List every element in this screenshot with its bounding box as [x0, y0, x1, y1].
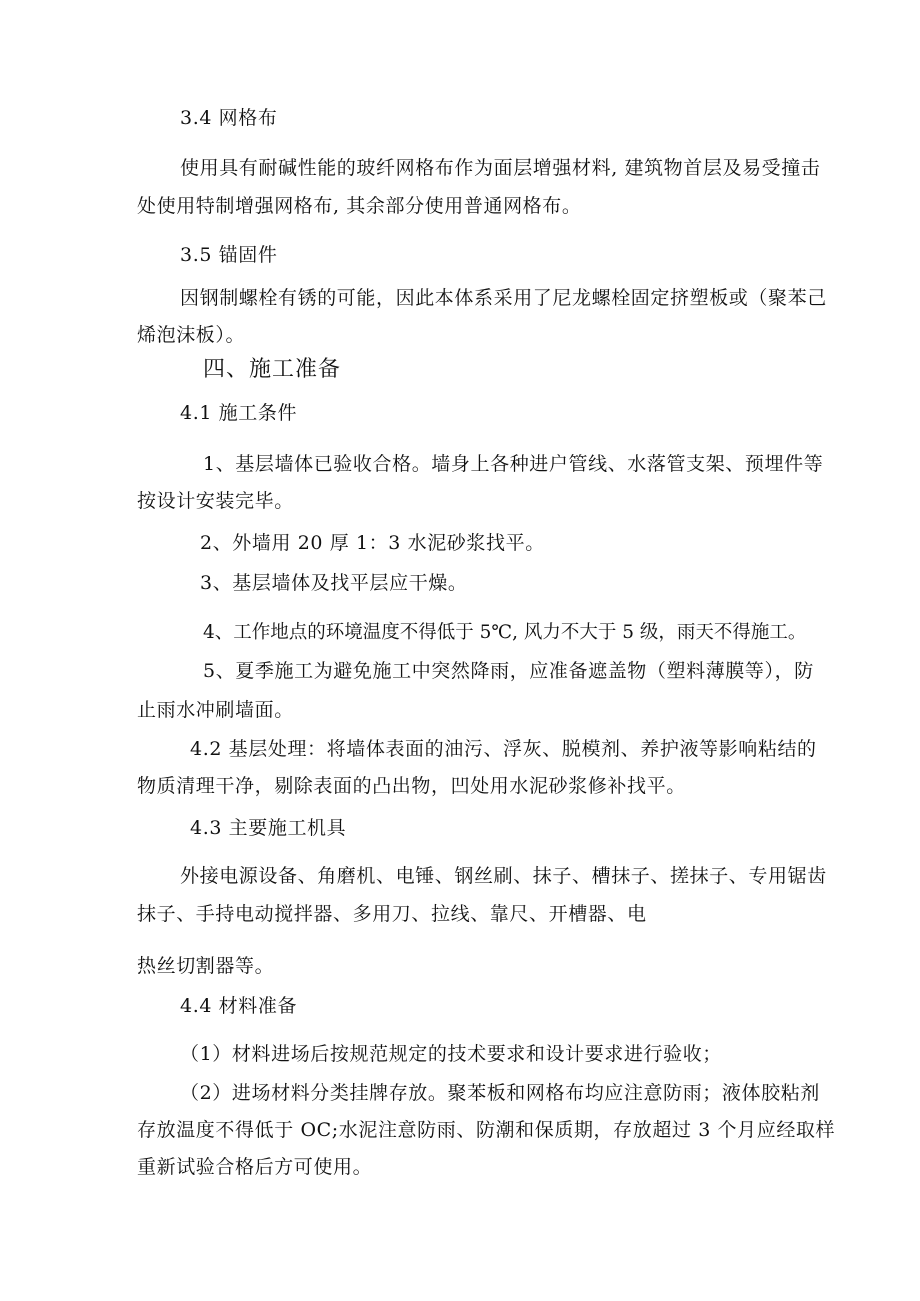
section-4-4-heading: 4.4 材料准备	[180, 995, 298, 1017]
section-4-2-line-2: 物质清理干净，剔除表面的凸出物，凹处用水泥砂浆修补找平。	[137, 775, 686, 797]
condition-item-1-line-1: 1、基层墙体已验收合格。墙身上各种进户管线、水落管支架、预埋件等	[203, 453, 824, 475]
section-3-4-heading: 3.4 网格布	[180, 107, 278, 129]
condition-item-5-line-1: 5、夏季施工为避免施工中突然降雨，应准备遮盖物（塑料薄膜等），防	[203, 660, 814, 682]
section-4-3-heading: 4.3 主要施工机具	[190, 817, 347, 839]
condition-item-3: 3、基层墙体及找平层应干燥。	[200, 572, 468, 594]
material-item-2-line-1: （2）进场材料分类挂牌存放。聚苯板和网格布均应注意防雨；液体胶粘剂	[180, 1082, 820, 1104]
section-3-5-body-line-2: 烯泡沫板）。	[137, 324, 246, 346]
section-4-3-body-line-3: 热丝切割器等。	[137, 955, 275, 977]
chapter-4-title: 四、施工准备	[203, 357, 342, 382]
section-3-5-body-line-1: 因钢制螺栓有锈的可能，因此本体系采用了尼龙螺栓固定挤塑板或（聚苯己	[180, 287, 827, 309]
section-4-1-heading: 4.1 施工条件	[180, 402, 298, 424]
section-4-2-line-1: 4.2 基层处理：将墙体表面的油污、浮灰、脱模剂、养护液等影响粘结的	[190, 738, 817, 760]
condition-item-2: 2、外墙用 20 厚 1：3 水泥砂浆找平。	[200, 532, 545, 554]
section-4-3-body-line-2: 抹子、手持电动搅拌器、多用刀、拉线、靠尺、开槽器、电	[137, 903, 647, 925]
material-item-1: （1）材料进场后按规范规定的技术要求和设计要求进行验收；	[180, 1043, 722, 1065]
section-3-4-body-line-1: 使用具有耐碱性能的玻纤网格布作为面层增强材料, 建筑物首层及易受撞击	[180, 157, 821, 179]
material-item-2-line-2: 存放温度不得低于 OC;水泥注意防雨、防潮和保质期，存放超过 3 个月应经取样	[137, 1119, 836, 1141]
material-item-2-line-3: 重新试验合格后方可使用。	[137, 1156, 373, 1178]
condition-item-1-line-2: 按设计安装完毕。	[137, 490, 294, 512]
section-3-4-body-line-2: 处使用特制增强网格布, 其余部分使用普通网格布。	[137, 195, 582, 217]
condition-item-4: 4、工作地点的环境温度不得低于 5℃, 风力不大于 5 级，雨天不得施工。	[203, 622, 807, 643]
section-3-5-heading: 3.5 锚固件	[180, 244, 278, 266]
section-4-3-body-line-1: 外接电源设备、角磨机、电锤、钢丝刷、抹子、槽抹子、搓抹子、专用锯齿	[180, 865, 827, 887]
condition-item-5-line-2: 止雨水冲刷墙面。	[137, 699, 294, 721]
